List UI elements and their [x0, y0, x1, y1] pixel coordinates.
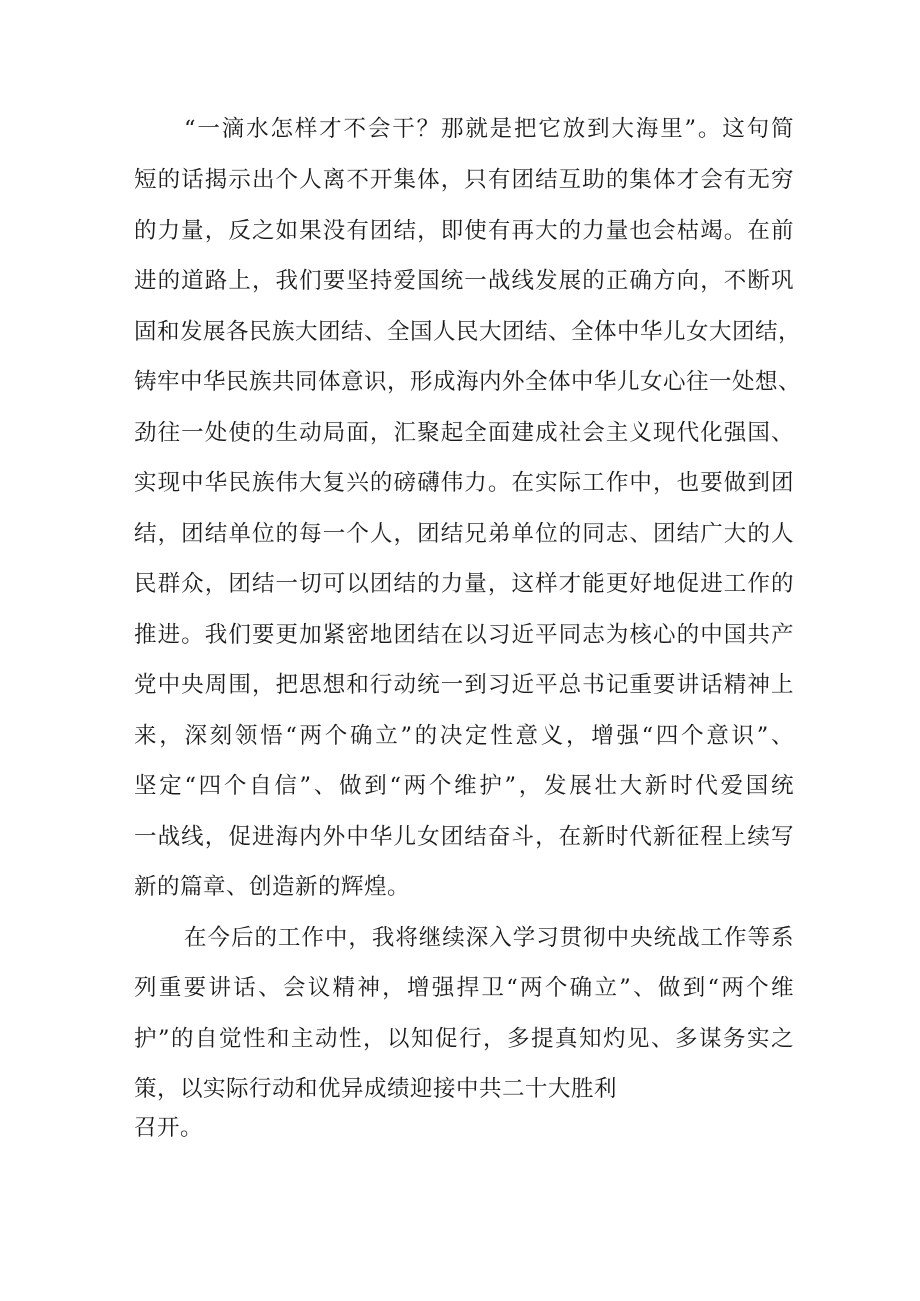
paragraph-2-line-2: 列重要讲话、会议精神，增强捍卫“两个确立”、做到“两个维 [134, 975, 794, 1001]
paragraph-1-line-16: 新的篇章、创造新的辉煌。 [134, 874, 411, 900]
paragraph-1-line-10: 民群众，团结一切可以团结的力量，这样才能更好地促进工作的 [134, 571, 794, 597]
paragraph-1-line-5: 固和发展各民族大团结、全国人民大团结、全体中华儿女大团结， [134, 319, 802, 345]
paragraph-2-line-1: 在今后的工作中，我将继续深入学习贯彻中央统战工作等系 [184, 925, 794, 951]
paragraph-1-line-1: “一滴水怎样才不会干？那就是把它放到大海里”。这句简 [184, 116, 794, 142]
paragraph-1-line-9: 结，团结单位的每一个人，团结兄弟单位的同志、团结广大的人 [134, 521, 794, 547]
paragraph-1-line-2: 短的话揭示出个人离不开集体，只有团结互助的集体才会有无穷 [134, 167, 794, 193]
paragraph-1-line-6: 铸牢中华民族共同体意识，形成海内外全体中华儿女心往一处想、 [134, 369, 802, 395]
paragraph-2-line-5: 召开。 [134, 1115, 204, 1141]
paragraph-2-line-4: 策，以实际行动和优异成绩迎接中共二十大胜利 [134, 1076, 618, 1102]
paragraph-1-line-8: 实现中华民族伟大复兴的磅礴伟力。在实际工作中，也要做到团 [134, 470, 794, 496]
paragraph-1-line-11: 推进。我们要更加紧密地团结在以习近平同志为核心的中国共产 [134, 622, 794, 648]
paragraph-1-line-14: 坚定“四个自信”、做到“两个维护”，发展壮大新时代爱国统 [134, 773, 794, 799]
paragraph-2-line-3: 护”的自觉性和主动性，以知促行，多提真知灼见、多谋务实之 [134, 1026, 794, 1052]
paragraph-1-line-12: 党中央周围，把思想和行动统一到习近平总书记重要讲话精神上 [134, 672, 794, 698]
paragraph-1-line-15: 一战线，促进海内外中华儿女团结奋斗，在新时代新征程上续写 [134, 824, 794, 850]
paragraph-1-line-13: 来，深刻领悟“两个确立”的决定性意义，增强“四个意识”、 [134, 723, 794, 749]
paragraph-1-line-4: 进的道路上，我们要坚持爱国统一战线发展的正确方向，不断巩 [134, 268, 794, 294]
paragraph-1-line-7: 劲往一处使的生动局面，汇聚起全面建成社会主义现代化强国、 [134, 420, 794, 446]
paragraph-1-line-3: 的力量，反之如果没有团结，即使有再大的力量也会枯竭。在前 [134, 218, 794, 244]
